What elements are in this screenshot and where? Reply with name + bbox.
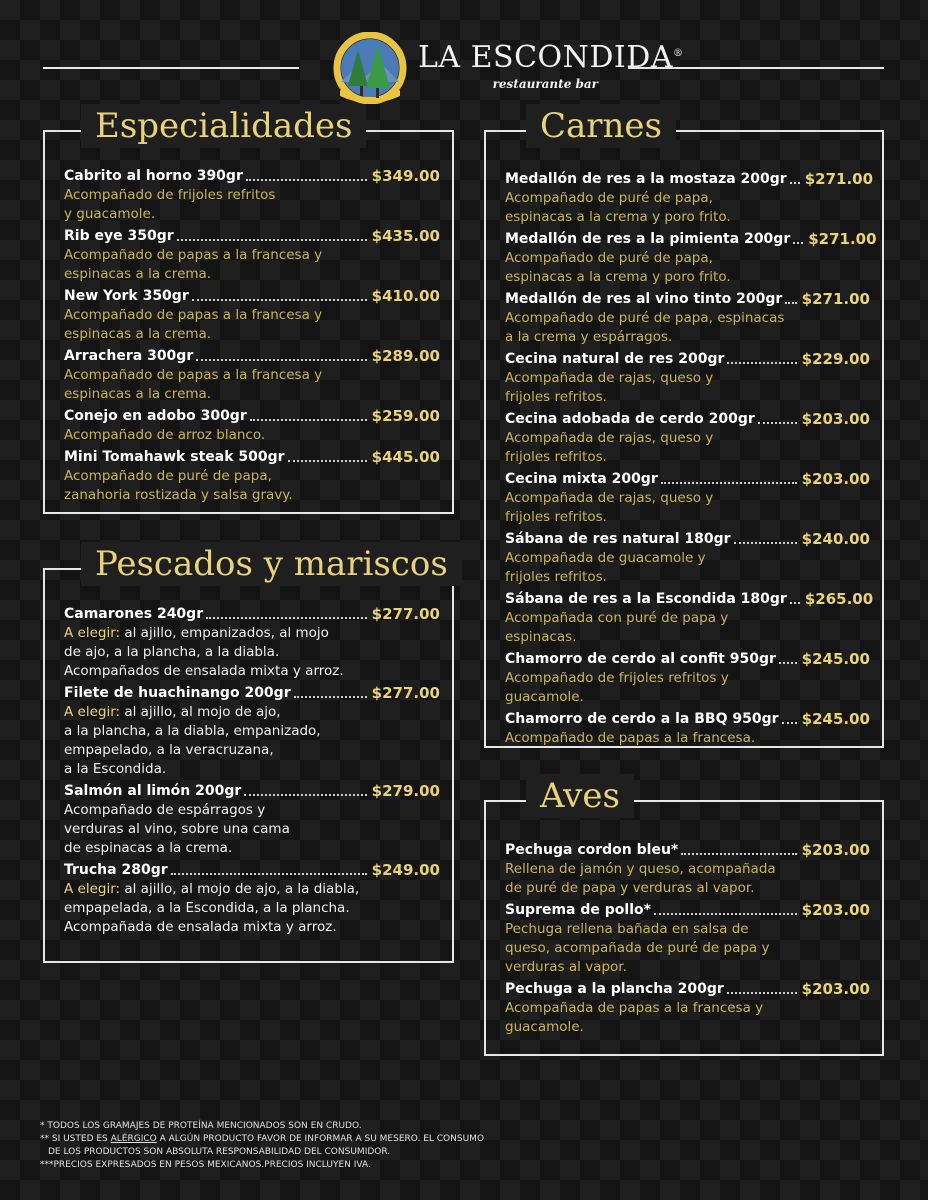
- menu-item-description: Acompañado de arroz blanco.: [64, 427, 266, 443]
- dot-leader: [785, 302, 796, 304]
- menu-item-name: Medallón de res a la mostaza 200gr: [505, 171, 787, 187]
- menu-item: [64, 604, 440, 681]
- menu-item-name: Salmón al limón 200gr: [64, 783, 242, 799]
- menu-item-description: Acompañado de papas a la francesa.: [505, 730, 756, 746]
- menu-item-description: Acompañada de guacamole y frijoles refritos.: [505, 550, 706, 585]
- menu-item-price: $229.00: [801, 350, 870, 368]
- menu-item-price: $410.00: [371, 287, 440, 305]
- menu-item-price: $203.00: [801, 901, 870, 919]
- menu-item: [64, 447, 440, 505]
- menu-item-name: Arrachera 300gr: [64, 348, 194, 364]
- menu-item-price: $289.00: [371, 347, 440, 365]
- menu-item-price: $279.00: [371, 782, 440, 800]
- menu-item-row: [505, 169, 874, 189]
- menu-item-description: Acompañado de puré de papa, espinacas a la crema y espárragos.: [505, 310, 785, 345]
- menu-item-options: [64, 703, 440, 779]
- menu-item-name: Camarones 240gr: [64, 606, 204, 622]
- section-title-especialidades: Especialidades: [81, 104, 366, 148]
- menu-item-name: Conejo en adobo 300gr: [64, 408, 247, 424]
- menu-item-name: Sábana de res a la Escondida 180gr: [505, 591, 787, 607]
- section-title-pescados: Pescados y mariscos: [81, 542, 462, 586]
- menu-item-name: Chamorro de cerdo a la BBQ 950gr: [505, 711, 779, 727]
- menu-item-row: [505, 979, 870, 999]
- brand-logo: [330, 32, 684, 104]
- menu-item-row: [64, 860, 440, 880]
- menu-item-row: [505, 289, 870, 309]
- menu-item: [505, 529, 870, 587]
- footnote-consumidor: DE LOS PRODUCTOS SON ABSOLUTA RESPONSABILIDAD DEL CONSUMIDOR.: [48, 1147, 391, 1157]
- menu-item-price: $271.00: [801, 290, 870, 308]
- menu-item: [64, 781, 440, 858]
- brand-name: LA ESCONDIDA®: [418, 40, 684, 75]
- trees-emblem-icon: [330, 32, 412, 104]
- dot-leader: [758, 422, 797, 424]
- menu-item-row: [505, 709, 870, 729]
- menu-item: [64, 166, 440, 224]
- dot-leader: [246, 179, 367, 181]
- dot-leader: [294, 696, 367, 698]
- dot-leader: [177, 239, 367, 241]
- menu-item-row: [64, 447, 440, 467]
- menu-item-options: [64, 880, 440, 937]
- menu-item-name: Chamorro de cerdo al confit 950gr: [505, 651, 776, 667]
- menu-item-name: Sábana de res natural 180gr: [505, 531, 731, 547]
- menu-item-price: $203.00: [801, 980, 870, 998]
- menu-item-row: [64, 346, 440, 366]
- menu-item-row: [505, 229, 877, 249]
- menu-item-name: Mini Tomahawk steak 500gr: [64, 449, 285, 465]
- menu-item-description: Acompañado de espárragos y verduras al vino, sobre una cama de espinacas a la crema.: [64, 802, 290, 856]
- elegir-label: A elegir:: [64, 704, 121, 720]
- dot-leader: [661, 482, 797, 484]
- menu-item-row: [64, 781, 440, 801]
- menu-item-row: [505, 840, 870, 860]
- menu-item-name: Cecina mixta 200gr: [505, 471, 658, 487]
- menu-item-price: $203.00: [801, 841, 870, 859]
- menu-item-price: $271.00: [804, 170, 874, 188]
- menu-item-description: Acompañado de puré de papa, zanahoria rostizada y salsa gravy.: [64, 468, 293, 503]
- menu-item-name: Filete de huachinango 200gr: [64, 685, 291, 701]
- menu-item-description: Acompañado de papas a la francesa y espinacas a la crema.: [64, 367, 323, 402]
- menu-item: [505, 289, 870, 347]
- menu-item-description: Acompañado de papas a la francesa y espinacas a la crema.: [64, 307, 323, 342]
- menu-item-price: $203.00: [801, 410, 870, 428]
- dot-leader: [244, 794, 366, 796]
- menu-item: [505, 589, 874, 647]
- menu-item-row: [505, 529, 870, 549]
- menu-item: [505, 709, 870, 748]
- menu-item-description: Pechuga rellena bañada en salsa de queso, acompañada de puré de papa y verduras al vapor.: [505, 921, 770, 975]
- dot-leader: [727, 992, 797, 994]
- dot-leader: [206, 617, 367, 619]
- dot-leader: [654, 913, 797, 915]
- menu-item-price: $277.00: [371, 605, 440, 623]
- menu-item-price: $203.00: [801, 470, 870, 488]
- dot-leader: [171, 873, 367, 875]
- dot-leader: [790, 602, 800, 604]
- menu-item-name: Cecina adobada de cerdo 200gr: [505, 411, 755, 427]
- menu-item-row: [64, 286, 440, 306]
- menu-item: [64, 346, 440, 404]
- menu-list-carnes: [505, 169, 877, 750]
- menu-item-row: [64, 406, 440, 426]
- menu-item-price: $445.00: [371, 448, 440, 466]
- footnotes: [40, 1120, 484, 1172]
- dot-leader: [782, 722, 797, 724]
- menu-item: [505, 469, 870, 527]
- menu-item: [64, 860, 440, 937]
- menu-item-name: Cecina natural de res 200gr: [505, 351, 725, 367]
- menu-item-options: [64, 624, 440, 681]
- menu-item: [505, 979, 870, 1037]
- menu-item-price: $240.00: [801, 530, 870, 548]
- menu-item: [505, 900, 870, 977]
- section-title-carnes: Carnes: [526, 104, 676, 148]
- dot-leader: [790, 182, 800, 184]
- dot-leader: [779, 662, 797, 664]
- menu-item-row: [64, 166, 440, 186]
- menu-item-name: Medallón de res a la pimienta 200gr: [505, 231, 791, 247]
- dot-leader: [192, 299, 367, 301]
- menu-item: [505, 840, 870, 898]
- menu-item-description: Acompañada de rajas, queso y frijoles refritos.: [505, 370, 714, 405]
- menu-item-price: $277.00: [371, 684, 440, 702]
- menu-item-row: [505, 409, 870, 429]
- menu-item-name: Pechuga cordon bleu*: [505, 842, 679, 858]
- menu-item-row: [64, 604, 440, 624]
- dot-leader: [196, 359, 366, 361]
- menu-item: [505, 649, 870, 707]
- menu-item-name: Medallón de res al vino tinto 200gr: [505, 291, 783, 307]
- footnote-alergico: ** SI USTED ES ALÉRGICO A ALGÚN PRODUCTO FAVOR DE INFORMAR A SU MESERO. EL CONSUMO: [40, 1134, 485, 1144]
- menu-item: [64, 226, 440, 284]
- menu-item: [64, 683, 440, 779]
- menu-item-description: Acompañado de papas a la francesa y espinacas a la crema.: [64, 247, 323, 282]
- menu-item-price: $245.00: [801, 710, 870, 728]
- panel-pescados: [43, 544, 454, 963]
- elegir-label: A elegir:: [64, 625, 121, 641]
- footnote-crudo: * TODOS LOS GRAMAJES DE PROTEÍNA MENCIONADOS SON EN CRUDO.: [40, 1121, 362, 1131]
- panel-aves: [484, 776, 884, 1056]
- menu-item: [64, 286, 440, 344]
- footnote-precios: ***PRECIOS EXPRESADOS EN PESOS MEXICANOS.PRECIOS INCLUYEN IVA.: [40, 1160, 371, 1170]
- menu-item-price: $265.00: [804, 590, 874, 608]
- menu-item-name: New York 350gr: [64, 288, 189, 304]
- menu-item-row: [505, 469, 870, 489]
- menu-item: [505, 349, 870, 407]
- menu-item-description: Acompañada de rajas, queso y frijoles refritos.: [505, 430, 714, 465]
- menu-item-description: Acompañado de puré de papa, espinacas a la crema y poro frito.: [505, 190, 731, 225]
- panel-carnes: [484, 106, 884, 748]
- menu-item-row: [505, 900, 870, 920]
- elegir-label: A elegir:: [64, 881, 121, 897]
- section-title-aves: Aves: [526, 774, 634, 818]
- menu-item-name: Rib eye 350gr: [64, 228, 174, 244]
- dot-leader: [734, 542, 797, 544]
- dot-leader: [288, 460, 367, 462]
- menu-item-name: Cabrito al horno 390gr: [64, 168, 243, 184]
- dot-leader: [793, 242, 803, 244]
- menu-item: [64, 406, 440, 445]
- menu-list-pescados: [64, 604, 440, 939]
- dot-leader: [727, 362, 796, 364]
- menu-item-row: [64, 683, 440, 703]
- menu-item-row: [505, 349, 870, 369]
- dot-leader: [681, 853, 796, 855]
- menu-item-options-text: al ajillo, al mojo de ajo, a la plancha, a la diabla, empanizado, empapelado, a la veracruzana, a la Escondida.: [64, 704, 321, 777]
- header-line-left: [43, 67, 299, 69]
- menu-item: [505, 409, 870, 467]
- menu-item-price: $259.00: [371, 407, 440, 425]
- menu-item-description: Acompañado de frijoles refritos y guacamole.: [64, 187, 276, 222]
- menu-item-name: Trucha 280gr: [64, 862, 168, 878]
- menu-item-name: Pechuga a la plancha 200gr: [505, 981, 724, 997]
- menu-item-price: $249.00: [371, 861, 440, 879]
- menu-item-description: Acompañado de puré de papa, espinacas a la crema y poro frito.: [505, 250, 731, 285]
- panel-especialidades: [43, 106, 454, 514]
- menu-item-options-text: al ajillo, empanizados, al mojo de ajo, a la plancha, a la diabla. Acompañados de ensalada mixta y arroz.: [64, 625, 344, 679]
- menu-list-especialidades: [64, 166, 440, 507]
- menu-item-name: Suprema de pollo*: [505, 902, 651, 918]
- menu-item: [505, 169, 874, 227]
- menu-item: [505, 229, 877, 287]
- menu-list-aves: [505, 840, 870, 1039]
- brand-subtitle: restaurante bar: [492, 77, 598, 91]
- menu-item-description: Rellena de jamón y queso, acompañada de puré de papa y verduras al vapor.: [505, 861, 776, 896]
- menu-item-price: $349.00: [371, 167, 440, 185]
- menu-item-description: Acompañada de rajas, queso y frijoles refritos.: [505, 490, 714, 525]
- menu-item-description: Acompañada de papas a la francesa y guacamole.: [505, 1000, 764, 1035]
- menu-item-price: $435.00: [371, 227, 440, 245]
- menu-item-price: $271.00: [808, 230, 877, 248]
- menu-item-row: [505, 589, 874, 609]
- dot-leader: [250, 419, 367, 421]
- menu-item-price: $245.00: [801, 650, 870, 668]
- menu-item-row: [505, 649, 870, 669]
- menu-item-description: Acompañado de frijoles refritos y guacamole.: [505, 670, 729, 705]
- menu-item-row: [64, 226, 440, 246]
- menu-item-options-text: al ajillo, al mojo de ajo, a la diabla, empapelada, a la Escondida, a la plancha. Acompañada de ensalada mixta y arroz.: [64, 881, 360, 935]
- menu-item-description: Acompañada con puré de papa y espinacas.: [505, 610, 729, 645]
